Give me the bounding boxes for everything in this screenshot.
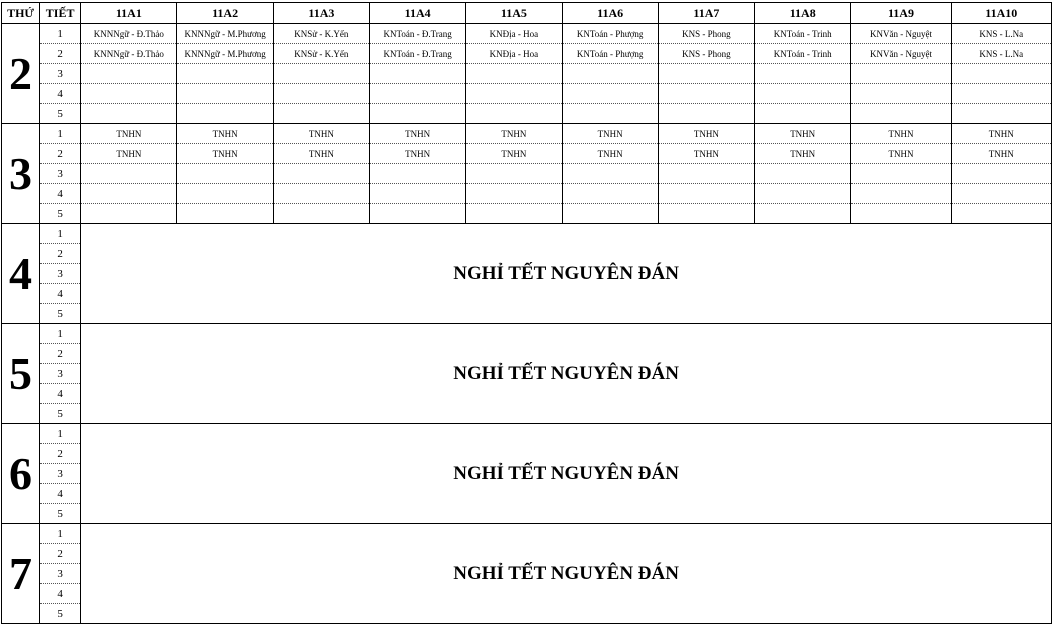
period-row: [2, 164, 1052, 184]
lesson-cell: [273, 184, 369, 204]
header-class: 11A3: [273, 3, 369, 24]
period-number: 1: [40, 424, 81, 444]
lesson-cell: KNS - L.Na: [951, 44, 1051, 64]
period-number: 3: [40, 264, 81, 284]
lesson-cell: [370, 64, 466, 84]
lesson-cell: [370, 104, 466, 124]
lesson-cell: [562, 84, 658, 104]
period-number: 2: [40, 44, 81, 64]
lesson-cell: KNSử - K.Yến: [273, 44, 369, 64]
lesson-cell: [466, 184, 562, 204]
lesson-cell: TNHN: [370, 144, 466, 164]
lesson-cell: KNNNgữ - Đ.Thảo: [81, 24, 177, 44]
lesson-cell: [177, 184, 273, 204]
lesson-cell: [851, 204, 951, 224]
lesson-cell: [851, 184, 951, 204]
lesson-cell: TNHN: [177, 124, 273, 144]
period-row: [2, 424, 1052, 444]
holiday-notice: NGHỈ TẾT NGUYÊN ĐÁN: [81, 224, 1052, 324]
lesson-cell: KNToán - Phượng: [562, 24, 658, 44]
lesson-cell: TNHN: [851, 124, 951, 144]
lesson-cell: [658, 64, 754, 84]
lesson-cell: [851, 84, 951, 104]
lesson-cell: [177, 84, 273, 104]
lesson-cell: [851, 164, 951, 184]
period-number: 1: [40, 324, 81, 344]
header-class: 11A9: [851, 3, 951, 24]
lesson-cell: KNĐịa - Hoa: [466, 24, 562, 44]
period-number: 2: [40, 344, 81, 364]
lesson-cell: [370, 164, 466, 184]
lesson-cell: TNHN: [273, 124, 369, 144]
lesson-cell: [658, 164, 754, 184]
lesson-cell: KNS - Phong: [658, 44, 754, 64]
lesson-cell: [273, 104, 369, 124]
period-number: 3: [40, 564, 81, 584]
day-number: 3: [2, 124, 40, 224]
period-row: [2, 84, 1052, 104]
period-number: 3: [40, 64, 81, 84]
period-row: [2, 204, 1052, 224]
lesson-cell: [851, 64, 951, 84]
lesson-cell: [81, 64, 177, 84]
lesson-cell: [755, 104, 851, 124]
lesson-cell: KNToán - Trinh: [755, 24, 851, 44]
day-number: 2: [2, 24, 40, 124]
lesson-cell: [951, 64, 1051, 84]
lesson-cell: [755, 64, 851, 84]
lesson-cell: [370, 184, 466, 204]
lesson-cell: [273, 164, 369, 184]
period-row: [2, 44, 1052, 64]
period-number: 2: [40, 244, 81, 264]
lesson-cell: KNToán - Đ.Trang: [370, 44, 466, 64]
lesson-cell: [273, 64, 369, 84]
lesson-cell: [81, 164, 177, 184]
period-number: 1: [40, 224, 81, 244]
period-number: 4: [40, 384, 81, 404]
lesson-cell: KNToán - Đ.Trang: [370, 24, 466, 44]
lesson-cell: [370, 84, 466, 104]
period-row: [2, 144, 1052, 164]
lesson-cell: TNHN: [81, 144, 177, 164]
lesson-cell: [81, 104, 177, 124]
lesson-cell: TNHN: [562, 144, 658, 164]
period-row: [2, 324, 1052, 344]
day-number: 4: [2, 224, 40, 324]
period-number: 4: [40, 284, 81, 304]
lesson-cell: TNHN: [851, 144, 951, 164]
lesson-cell: TNHN: [273, 144, 369, 164]
header-day: THỨ: [2, 3, 40, 24]
lesson-cell: KNS - Phong: [658, 24, 754, 44]
lesson-cell: [466, 84, 562, 104]
lesson-cell: KNNNgữ - Đ.Thảo: [81, 44, 177, 64]
day-number: 7: [2, 524, 40, 624]
period-row: [2, 64, 1052, 84]
period-number: 1: [40, 24, 81, 44]
lesson-cell: [755, 204, 851, 224]
lesson-cell: [81, 204, 177, 224]
period-number: 4: [40, 184, 81, 204]
lesson-cell: [177, 164, 273, 184]
lesson-cell: [755, 164, 851, 184]
lesson-cell: [177, 104, 273, 124]
header-class: 11A6: [562, 3, 658, 24]
period-number: 4: [40, 484, 81, 504]
period-number: 2: [40, 544, 81, 564]
period-row: [2, 524, 1052, 544]
lesson-cell: KNSử - K.Yến: [273, 24, 369, 44]
period-row: [2, 104, 1052, 124]
period-row: [2, 224, 1052, 244]
lesson-cell: TNHN: [951, 144, 1051, 164]
header-class: 11A7: [658, 3, 754, 24]
lesson-cell: [562, 184, 658, 204]
header-class: 11A2: [177, 3, 273, 24]
lesson-cell: [658, 204, 754, 224]
period-number: 5: [40, 104, 81, 124]
period-row: [2, 124, 1052, 144]
lesson-cell: KNS - L.Na: [951, 24, 1051, 44]
lesson-cell: [466, 204, 562, 224]
lesson-cell: TNHN: [658, 124, 754, 144]
header-class: 11A10: [951, 3, 1051, 24]
day-number: 6: [2, 424, 40, 524]
lesson-cell: [81, 84, 177, 104]
lesson-cell: [466, 104, 562, 124]
lesson-cell: TNHN: [658, 144, 754, 164]
lesson-cell: TNHN: [755, 124, 851, 144]
lesson-cell: TNHN: [755, 144, 851, 164]
period-row: [2, 24, 1052, 44]
lesson-cell: TNHN: [562, 124, 658, 144]
lesson-cell: [562, 204, 658, 224]
lesson-cell: [562, 104, 658, 124]
lesson-cell: KNĐịa - Hoa: [466, 44, 562, 64]
lesson-cell: TNHN: [177, 144, 273, 164]
period-number: 4: [40, 84, 81, 104]
period-number: 1: [40, 124, 81, 144]
period-number: 5: [40, 504, 81, 524]
header-class: 11A5: [466, 3, 562, 24]
period-number: 5: [40, 204, 81, 224]
period-number: 3: [40, 364, 81, 384]
lesson-cell: [951, 204, 1051, 224]
period-row: [2, 184, 1052, 204]
lesson-cell: [177, 204, 273, 224]
period-number: 5: [40, 404, 81, 424]
lesson-cell: TNHN: [370, 124, 466, 144]
lesson-cell: [370, 204, 466, 224]
holiday-notice: NGHỈ TẾT NGUYÊN ĐÁN: [81, 524, 1052, 624]
header-class: 11A4: [370, 3, 466, 24]
lesson-cell: [562, 164, 658, 184]
period-number: 5: [40, 304, 81, 324]
lesson-cell: [755, 84, 851, 104]
lesson-cell: KNNNgữ - M.Phương: [177, 24, 273, 44]
period-number: 4: [40, 584, 81, 604]
lesson-cell: [755, 184, 851, 204]
lesson-cell: TNHN: [81, 124, 177, 144]
lesson-cell: [466, 64, 562, 84]
period-number: 5: [40, 604, 81, 624]
lesson-cell: [951, 184, 1051, 204]
lesson-cell: [658, 184, 754, 204]
period-number: 2: [40, 444, 81, 464]
lesson-cell: KNToán - Trinh: [755, 44, 851, 64]
timetable: [1, 2, 1052, 624]
lesson-cell: KNVăn - Nguyệt: [851, 44, 951, 64]
header-class: 11A8: [755, 3, 851, 24]
lesson-cell: [562, 64, 658, 84]
timetable-body: [2, 24, 1052, 624]
period-number: 3: [40, 464, 81, 484]
lesson-cell: KNVăn - Nguyệt: [851, 24, 951, 44]
lesson-cell: [658, 84, 754, 104]
holiday-notice: NGHỈ TẾT NGUYÊN ĐÁN: [81, 324, 1052, 424]
lesson-cell: [951, 84, 1051, 104]
lesson-cell: [273, 204, 369, 224]
lesson-cell: [81, 184, 177, 204]
day-number: 5: [2, 324, 40, 424]
lesson-cell: TNHN: [466, 144, 562, 164]
holiday-notice: NGHỈ TẾT NGUYÊN ĐÁN: [81, 424, 1052, 524]
lesson-cell: KNNNgữ - M.Phương: [177, 44, 273, 64]
lesson-cell: [177, 64, 273, 84]
lesson-cell: [466, 164, 562, 184]
lesson-cell: [851, 104, 951, 124]
period-number: 3: [40, 164, 81, 184]
lesson-cell: [273, 84, 369, 104]
period-number: 2: [40, 144, 81, 164]
header-period: TIẾT: [40, 3, 81, 24]
lesson-cell: KNToán - Phượng: [562, 44, 658, 64]
period-number: 1: [40, 524, 81, 544]
lesson-cell: [951, 164, 1051, 184]
lesson-cell: TNHN: [951, 124, 1051, 144]
header-class: 11A1: [81, 3, 177, 24]
header-row: [2, 3, 1052, 24]
lesson-cell: [658, 104, 754, 124]
lesson-cell: TNHN: [466, 124, 562, 144]
lesson-cell: [951, 104, 1051, 124]
